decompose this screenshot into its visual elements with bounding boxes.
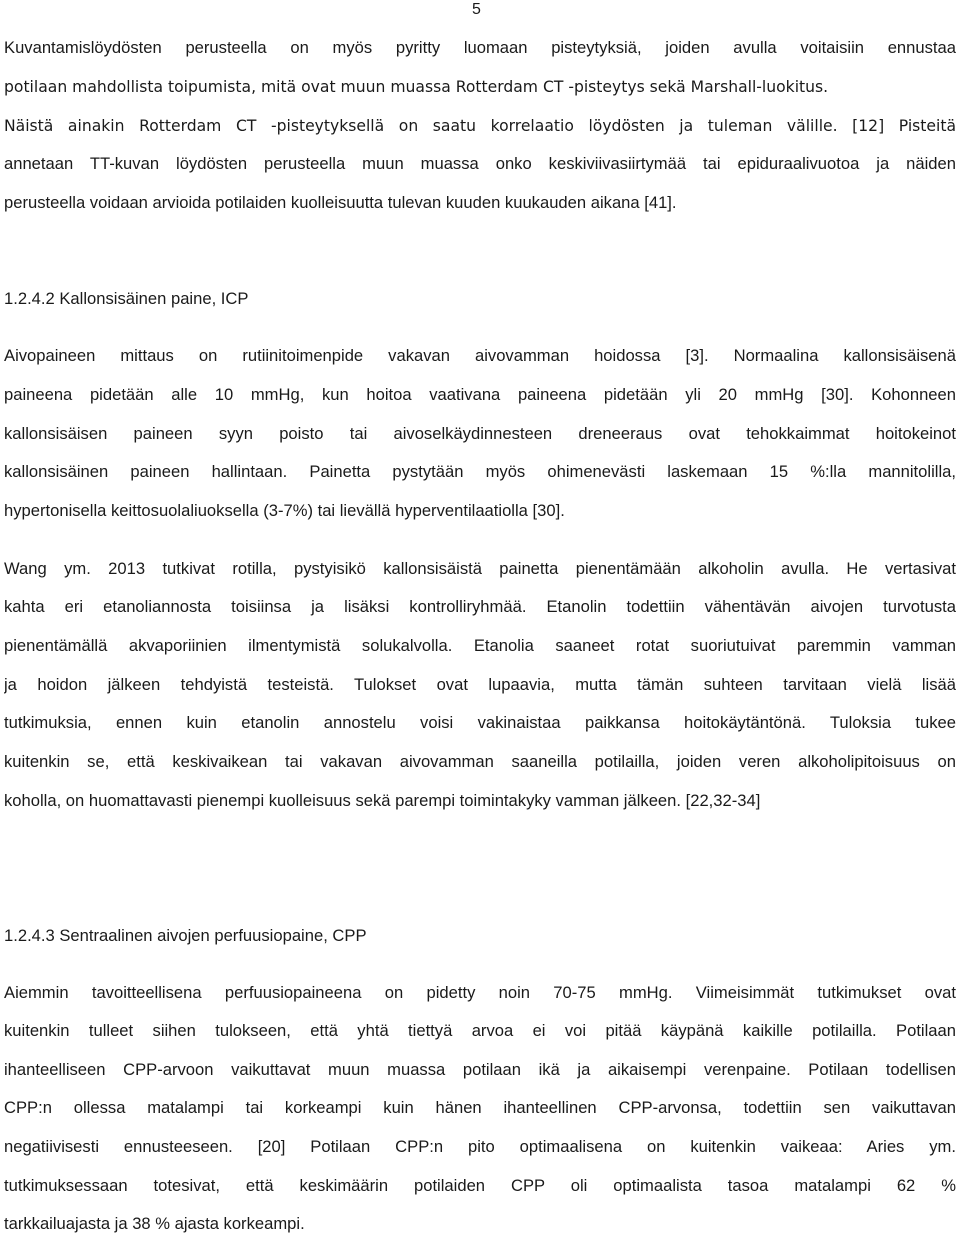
text-line: ihanteelliseen CPP-arvoon vaikuttavat muun muassa potilaan ikä ja aikaisempi verenpaine. Potilaan todellisen [4,1060,956,1079]
text-line: tarkkailuajasta ja 38 % ajasta korkeampi. [4,1214,305,1233]
text-line: tutkimuksessaan totesivat, että keskimäärin potilaiden CPP oli optimaalista tasoa matalampi 62 % [4,1176,956,1195]
text-line: Näistä ainakin Rotterdam CT -pisteytyksellä on saatu korrelaatio löydösten ja tuleman välille. [12] Pisteitä [4,117,956,135]
text-line: kuitenkin tulleet siihen tulokseen, että yhtä tiettyä arvoa ei voi pitää käypänä kaikille potilailla. Potilaan [4,1021,956,1040]
text-line: pienentämällä akvaporiinien ilmentymistä solukalvolla. Etanolia saaneet rotat suoriutuivat paremmin vamman [4,636,956,655]
text-line: paineena pidetään alle 10 mmHg, kun hoitoa vaativana paineena pidetään yli 20 mmHg [30]. Kohonneen [4,385,956,404]
text-line: negatiivisesti ennusteeseen. [20] Potilaan CPP:n pito optimaalisena on kuitenkin vaikeaa: Aries ym. [4,1137,956,1156]
text-line: koholla, on huomattavasti pienempi kuolleisuus sekä parempi toimintakyky vamman jälkeen. [22,32-34] [4,791,761,810]
section-heading: 1.2.4.3 Sentraalinen aivojen perfuusiopaine, CPP [4,926,367,945]
text-line: hypertonisella keittosuolaliuoksella (3-7%) tai lievällä hyperventilaatiolla [30]. [4,501,565,520]
text-line: Wang ym. 2013 tutkivat rotilla, pystyisikö kallonsisäistä painetta pienentämään alkoholin avulla. He vertasivat [4,559,956,578]
text-line: perusteella voidaan arvioida potilaiden kuolleisuutta tulevan kuuden kuukauden aikana [41]. [4,193,677,212]
text-line: Aiemmin tavoitteellisena perfuusiopaineena on pidetty noin 70-75 mmHg. Viimeisimmät tutkimukset ovat [4,983,956,1002]
text-line: ja hoidon jälkeen tehdyistä testeistä. Tulokset ovat lupaavia, mutta tämän suhteen tarvitaan vielä lisää [4,675,956,694]
text-line: annetaan TT-kuvan löydösten perusteella muun muassa onko keskiviivasiirtymää tai epiduraalivuotoa ja näiden [4,154,956,173]
page-number: 5 [472,1,481,18]
text-line: Kuvantamislöydösten perusteella on myös pyritty luomaan pisteytyksiä, joiden avulla voitaisiin ennustaa [4,38,956,57]
text-line: tutkimuksia, ennen kuin etanolin annostelu voisi vakinaistaa paikkansa hoitokäytäntönä. Tuloksia tukee [4,713,956,732]
text-line: kallonsisäinen paineen hallintaan. Painetta pystytään myös ohimenevästi laskemaan 15 %:lla mannitolilla, [4,462,956,481]
text-line: kallonsisäisen paineen syyn poisto tai aivoselkäydinnesteen dreneeraus ovat tehokkaimmat hoitokeinot [4,424,956,443]
text-line: potilaan mahdollista toipumista, mitä ovat muun muassa Rotterdam CT -pisteytys sekä Marshall-luokitus. [4,78,829,96]
text-line: CPP:n ollessa matalampi tai korkeampi kuin hänen ihanteellinen CPP-arvonsa, todettiin sen vaikuttavan [4,1098,956,1117]
text-line: kuitenkin se, että keskivaikean tai vakavan aivovamman saaneilla potilailla, joiden veren alkoholipitoisuus on [4,752,956,771]
section-heading: 1.2.4.2 Kallonsisäinen paine, ICP [4,289,249,308]
text-line: Aivopaineen mittaus on rutiinitoimenpide vakavan aivovamman hoidossa [3]. Normaalina kallonsisäisenä [4,346,956,365]
text-line: kahta eri etanoliannosta toisiinsa ja lisäksi kontrolliryhmää. Etanolin todettiin vähentävän aivojen turvotusta [4,597,956,616]
